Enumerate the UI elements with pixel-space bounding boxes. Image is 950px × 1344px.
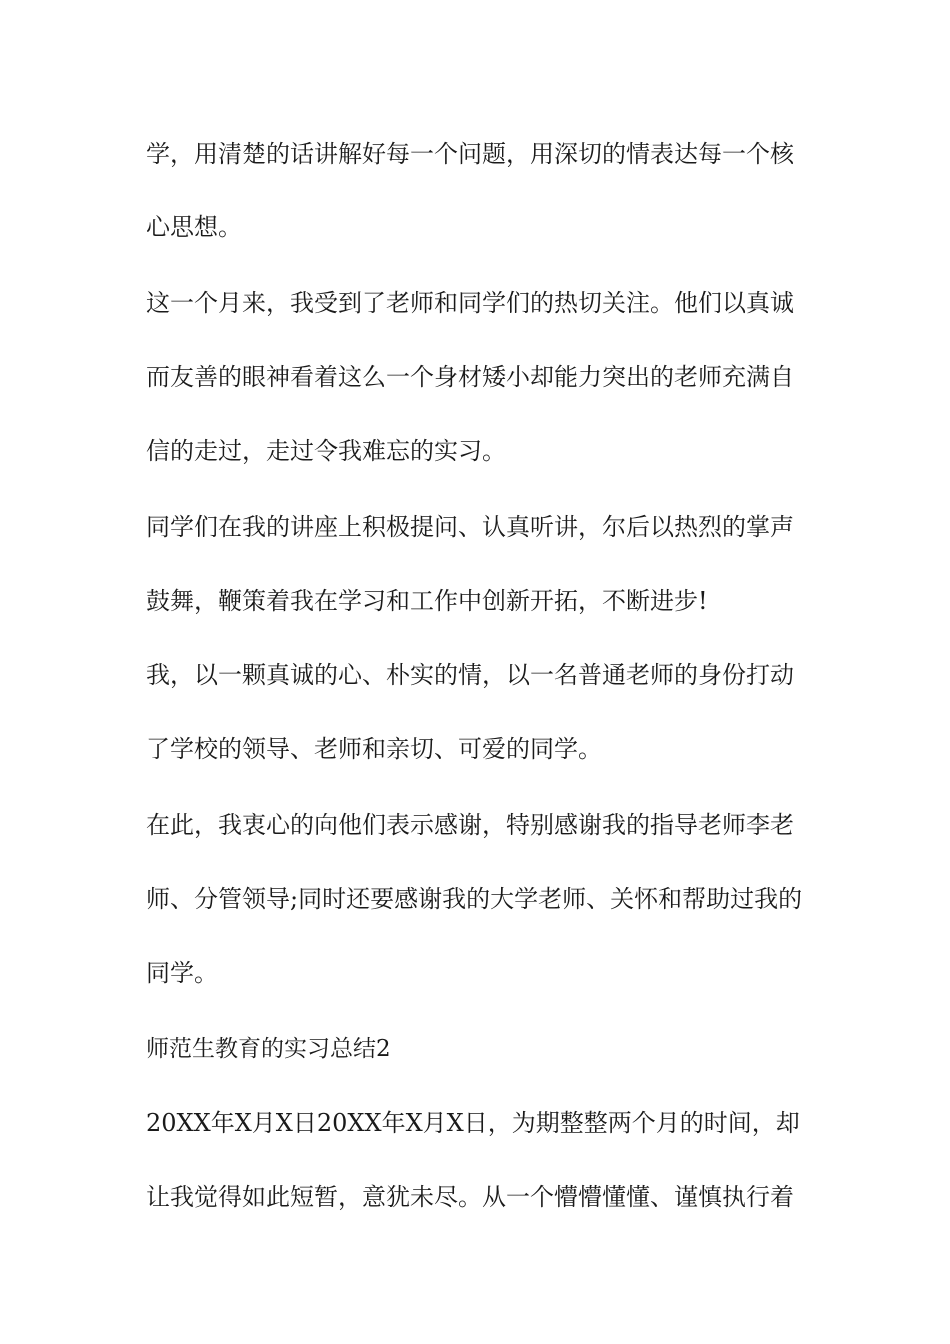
text-line: 心思想。 bbox=[146, 213, 242, 241]
text-line: 信的走过，走过令我难忘的实习。 bbox=[146, 437, 506, 465]
text-line: 同学们在我的讲座上积极提问、认真听讲，尔后以热烈的掌声 bbox=[146, 513, 794, 541]
section-heading: 师范生教育的实习总结2 bbox=[146, 1036, 391, 1062]
text-line: 鼓舞，鞭策着我在学习和工作中创新开拓，不断进步! bbox=[146, 587, 708, 615]
text-line: 在此，我衷心的向他们表示感谢，特别感谢我的指导老师李老 bbox=[146, 811, 794, 839]
text-line: 让我觉得如此短暂，意犹未尽。从一个懵懵懂懂、谨慎执行着 bbox=[146, 1183, 794, 1211]
text-line: 同学。 bbox=[146, 959, 218, 987]
text-line: 我，以一颗真诚的心、朴实的情，以一名普通老师的身份打动 bbox=[146, 661, 794, 689]
text-line: 而友善的眼神看着这么一个身材矮小却能力突出的老师充满自 bbox=[146, 363, 794, 391]
text-line: 师、分管领导;同时还要感谢我的大学老师、关怀和帮助过我的 bbox=[146, 885, 803, 913]
text-line: 了学校的领导、老师和亲切、可爱的同学。 bbox=[146, 735, 602, 763]
text-line: 学，用清楚的话讲解好每一个问题，用深切的情表达每一个核 bbox=[146, 140, 794, 168]
text-line: 这一个月来，我受到了老师和同学们的热切关注。他们以真诚 bbox=[146, 289, 794, 317]
text-line: 20XX年X月X日20XX年X月X日，为期整整两个月的时间，却 bbox=[146, 1109, 800, 1137]
